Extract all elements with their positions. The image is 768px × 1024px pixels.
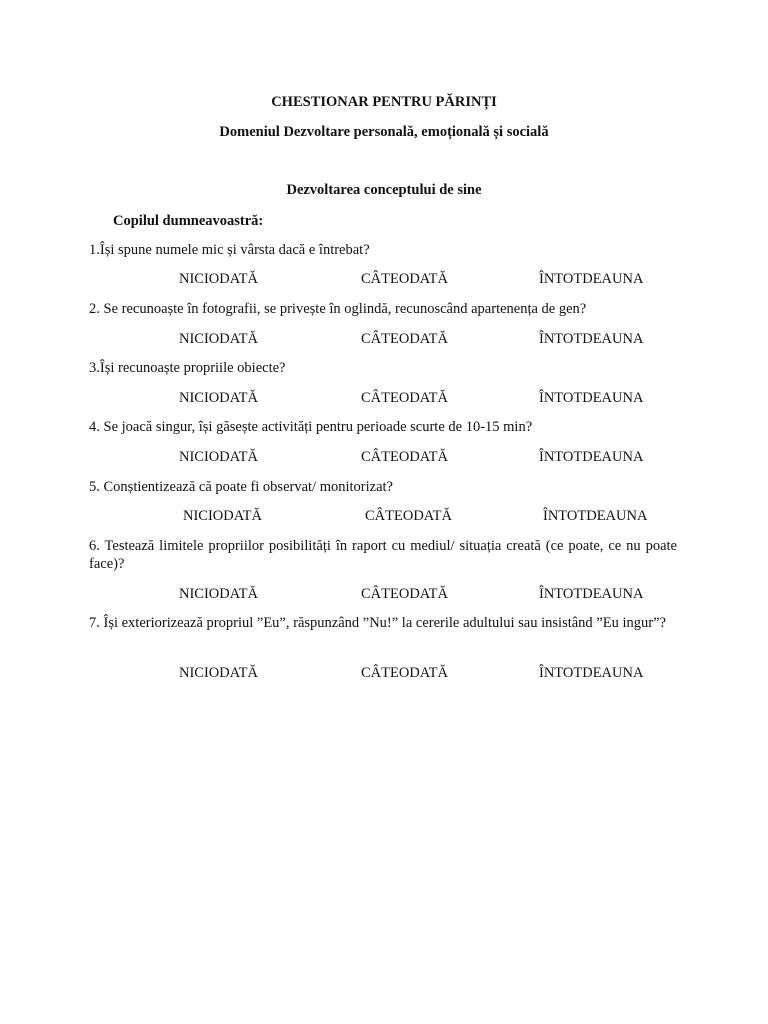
- q5-option-always[interactable]: ÎNTOTDEAUNA: [543, 508, 648, 524]
- q7-option-never[interactable]: NICIODATĂ: [179, 665, 258, 681]
- q2-option-sometimes[interactable]: CÂTEODATĂ: [361, 331, 448, 347]
- q1-option-always[interactable]: ÎNTOTDEAUNA: [539, 271, 644, 287]
- q7-option-always[interactable]: ÎNTOTDEAUNA: [539, 665, 644, 681]
- question-2-text: 2. Se recunoaște în fotografii, se privește în oglindă, recunoscând apartenența de gen?: [89, 301, 587, 317]
- q5-option-sometimes[interactable]: CÂTEODATĂ: [365, 508, 452, 524]
- section-title: Dezvoltarea conceptului de sine: [286, 182, 482, 198]
- question-1-text: 1.Își spune numele mic și vârsta dacă e întrebat?: [89, 242, 370, 258]
- intro-text: Copilul dumneavoastră:: [113, 213, 264, 229]
- q1-option-never[interactable]: NICIODATĂ: [179, 271, 258, 287]
- question-6-text: 6. Testează limitele propriilor posibilități în raport cu mediul/ situația creată (ce poate, ce nu poate face)?: [89, 538, 677, 572]
- q4-option-sometimes[interactable]: CÂTEODATĂ: [361, 449, 448, 465]
- q3-option-always[interactable]: ÎNTOTDEAUNA: [539, 390, 644, 406]
- q3-option-never[interactable]: NICIODATĂ: [179, 390, 258, 406]
- q7-option-sometimes[interactable]: CÂTEODATĂ: [361, 665, 448, 681]
- question-4-text: 4. Se joacă singur, își găsește activități pentru perioade scurte de 10-15 min?: [89, 419, 533, 435]
- q4-option-never[interactable]: NICIODATĂ: [179, 449, 258, 465]
- page-subtitle: Domeniul Dezvoltare personală, emoțională și socială: [219, 124, 549, 140]
- q4-option-always[interactable]: ÎNTOTDEAUNA: [539, 449, 644, 465]
- q2-option-never[interactable]: NICIODATĂ: [179, 331, 258, 347]
- q5-option-never[interactable]: NICIODATĂ: [183, 508, 262, 524]
- q1-option-sometimes[interactable]: CÂTEODATĂ: [361, 271, 448, 287]
- q6-option-never[interactable]: NICIODATĂ: [179, 586, 258, 602]
- question-3-text: 3.Își recunoaște propriile obiecte?: [89, 360, 286, 376]
- q2-option-always[interactable]: ÎNTOTDEAUNA: [539, 331, 644, 347]
- q6-option-always[interactable]: ÎNTOTDEAUNA: [539, 586, 644, 602]
- q6-option-sometimes[interactable]: CÂTEODATĂ: [361, 586, 448, 602]
- question-5-text: 5. Conștientizează că poate fi observat/ monitorizat?: [89, 479, 393, 495]
- page-title: CHESTIONAR PENTRU PĂRINȚI: [271, 94, 497, 110]
- question-7-text: 7. Își exteriorizează propriul ”Eu”, răspunzând ”Nu!” la cererile adultului sau insistând ”Eu ingur”?: [89, 615, 666, 631]
- q3-option-sometimes[interactable]: CÂTEODATĂ: [361, 390, 448, 406]
